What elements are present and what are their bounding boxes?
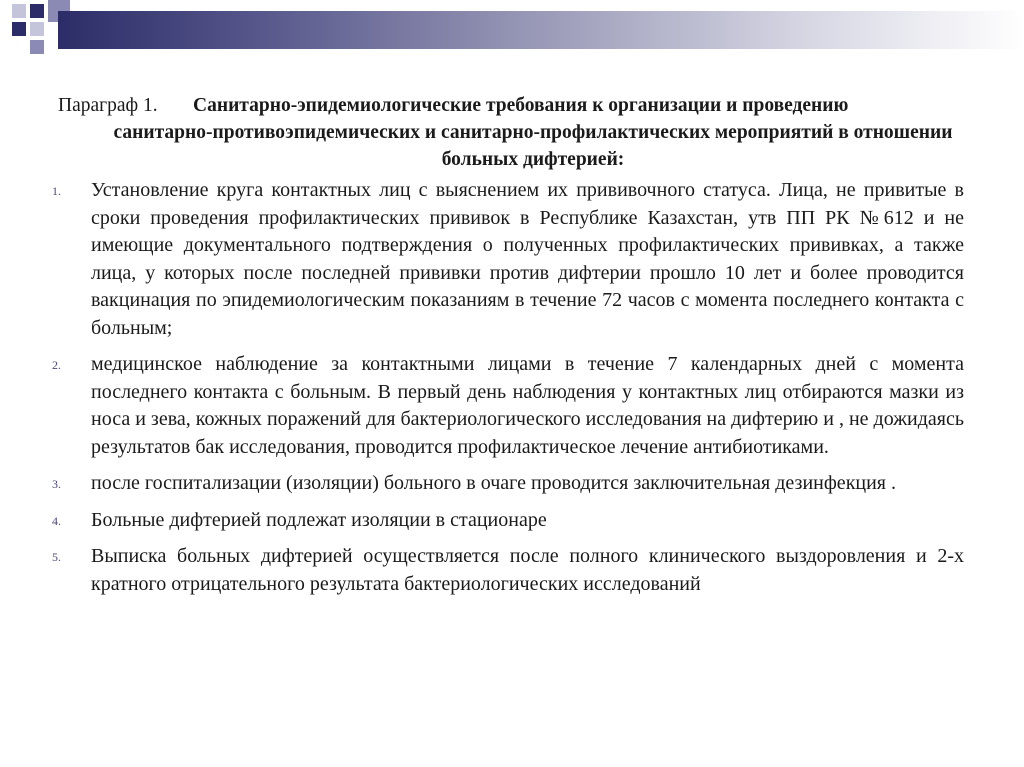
item-text: Выписка больных дифтерией осуществляется после полного клинического выздоровления и 2-х кратного отрицательного результата бактериологических исследований — [91, 545, 964, 595]
list-item — [52, 507, 964, 535]
item-number: 2. — [52, 358, 61, 372]
header-decoration — [0, 0, 1024, 60]
item-number: 3. — [52, 477, 61, 491]
item-text: после госпитализации (изоляции) больного в очаге проводится заключительная дезинфекция . — [91, 472, 897, 494]
item-text: Установление круга контактных лиц с выяснением их прививочного статуса. Лица, не привитые в сроки проведения профилактических прививок в Республике Казахстан, утв ПП РК №612 и не имеющие документального подтверждения о полученных профилактических прививках, а также лица, у которых после последней прививки против дифтерии прошло 10 лет и более проводится вакцинация по эпидемиологическим показаниям в течение 72 часов с момента последнего контакта с больным; — [91, 179, 964, 339]
item-number: 1. — [52, 184, 61, 198]
heading-title-line1: Санитарно-эпидемиологические требования к организации и проведению — [193, 95, 849, 116]
deco-square-5 — [30, 22, 44, 36]
item-number: 5. — [52, 550, 61, 564]
item-number: 4. — [52, 513, 61, 528]
heading-title-rest: санитарно-противоэпидемических и санитарно-профилактических мероприятий в отношении больных дифтерией: — [113, 122, 953, 170]
requirements-list — [52, 177, 964, 607]
deco-square-6 — [30, 40, 44, 54]
item-text: медицинское наблюдение за контактными лицами в течение 7 календарных дней с момента последнего контакта с больным. В первый день наблюдения у контактных лиц отбираются мазки из носа и зева, кожных поражений для бактериологического исследования на дифтерию и , не дожидаясь результатов бак исследования, проводится профилактическое лечение антибиотиками. — [91, 353, 964, 458]
deco-square-4 — [12, 22, 26, 36]
list-item — [52, 543, 964, 598]
paragraph-label: Параграф 1. — [58, 95, 158, 116]
deco-square-1 — [12, 4, 26, 18]
section-heading — [58, 92, 978, 173]
deco-square-2 — [30, 4, 44, 18]
header-gradient-bar — [58, 11, 1024, 49]
list-item — [52, 177, 964, 342]
list-item — [52, 470, 964, 498]
list-item — [52, 351, 964, 461]
item-text: Больные дифтерией подлежат изоляции в стационаре — [91, 508, 547, 531]
